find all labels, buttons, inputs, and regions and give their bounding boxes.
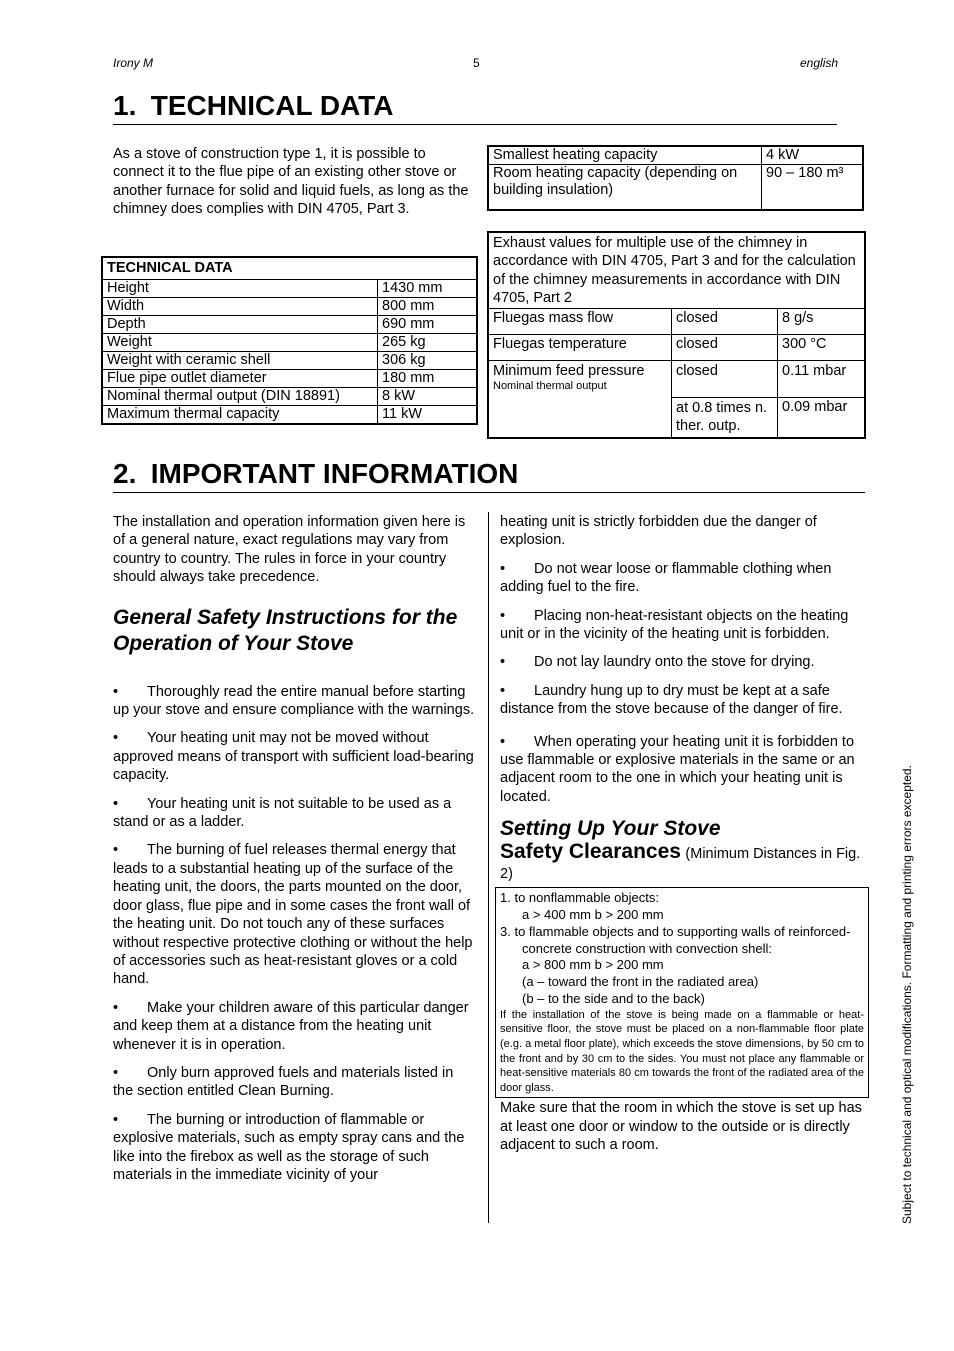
capacity-table: [487, 145, 864, 211]
clearance-heading-line: [500, 842, 866, 884]
row-value: 690 mm: [378, 316, 478, 334]
row-label: Fluegas mass flow: [488, 308, 672, 334]
row-label: Smallest heating capacity: [488, 146, 762, 165]
list-item: • Your heating unit may not be moved without approved means of transport with sufficient load-bearing capacity.: [113, 730, 474, 784]
bullet-text: When operating your heating unit it is forbidden to use flammable or explosive materials in the same or an adjacent room to the one in which your heating unit is located.: [500, 733, 855, 805]
row-value: 265 kg: [378, 334, 478, 352]
bullet-text: The burning of fuel releases thermal energy that leads to a substantial heating up of the surface of the heating unit, the doors, the parts mounted on the door, door glass, flue pipe and in some cases the front wall of the heating unit. Do not touch any of these surfaces without respective protective clothing or without the help of accessories such as heat-resistant gloves or a cold hand.: [113, 842, 473, 988]
continued-text: heating unit is strictly forbidden due the danger of explosion.: [500, 514, 817, 549]
bullet-text: Laundry hung up to dry must be kept at a safe distance from the stove because of the danger of fire.: [500, 682, 843, 718]
header-left: Irony M: [113, 56, 154, 70]
row-condition: closed: [672, 360, 778, 397]
list-item: • The burning or introduction of flammable or explosive materials, such as empty spray cans and the like into the firebox as well as the storage of such materials in the immediate vicinity of your: [113, 1111, 465, 1183]
section-1-title-text: TECHNICAL DATA: [150, 90, 394, 121]
table-row: [488, 165, 863, 211]
row-value: 300 °C: [778, 334, 866, 360]
row-label: Depth: [102, 316, 378, 334]
table-row: [488, 334, 865, 360]
clearance-item-3-values: a > 800 mm b > 200 mm: [522, 957, 664, 973]
min-feed-pressure-label: Minimum feed pressure: [493, 362, 645, 379]
clearance-note-a: (a – toward the front in the radiated area): [522, 974, 759, 990]
min-feed-pressure-sublabel: Nominal thermal output: [493, 379, 607, 392]
clearance-heading: Safety Clearances: [500, 840, 681, 864]
exhaust-values-table: [487, 231, 866, 439]
bullet-text: Thoroughly read the entire manual before starting up your stove and ensure compliance with the warnings.: [113, 683, 475, 719]
row-label: Flue pipe outlet diameter: [102, 370, 378, 388]
room-text: Make sure that the room in which the stove is set up has at least one door or window to the outside or is directly adjacent to such a room.: [500, 1100, 862, 1154]
table-row: [102, 352, 477, 370]
section-2-title-text: IMPORTANT INFORMATION: [150, 458, 519, 489]
row-label: Weight with ceramic shell: [102, 352, 378, 370]
row-condition: closed: [672, 334, 778, 360]
list-item: • When operating your heating unit it is forbidden to use flammable or explosive materials in the same or an adjacent room to the one in which your heating unit is located.: [500, 733, 855, 805]
row-label: Width: [102, 298, 378, 316]
row-condition: at 0.8 times n. ther. outp.: [672, 397, 778, 438]
row-label: Nominal thermal output (DIN 18891): [102, 388, 378, 406]
row-label: Fluegas temperature: [488, 334, 672, 360]
list-item: • Only burn approved fuels and materials listed in the section entitled Clean Burning.: [113, 1064, 454, 1100]
list-item: • Thoroughly read the entire manual before starting up your stove and ensure compliance with the warnings.: [113, 683, 475, 719]
row-value: 1430 mm: [378, 280, 478, 298]
technical-data-table: [101, 256, 478, 425]
row-label: Weight: [102, 334, 378, 352]
clearance-item-1-values: a > 400 mm b > 200 mm: [522, 907, 664, 923]
table-header-row: [488, 232, 865, 308]
section-2-number: 2.: [113, 458, 137, 489]
row-label: Maximum thermal capacity: [102, 406, 378, 425]
technical-data-header: TECHNICAL DATA: [102, 257, 477, 280]
clearance-item-1: 1. to nonflammable objects:: [500, 890, 659, 906]
bullet-text: Your heating unit may not be moved without approved means of transport with sufficient load-bearing capacity.: [113, 730, 474, 784]
row-value: 0.11 mbar: [778, 360, 866, 397]
section-1-number: 1.: [113, 90, 137, 121]
row-label: Height: [102, 280, 378, 298]
bullet-text: Only burn approved fuels and materials listed in the section entitled Clean Burning.: [113, 1064, 454, 1100]
section-1-intro: As a stove of construction type 1, it is possible to connect it to the flue pipe of an existing other stove or another furnace for solid and liquid fuels, as long as the chimney does complies with DIN 4705, Part 3.: [113, 146, 469, 218]
table-header-row: [102, 257, 477, 280]
list-item: • Make your children aware of this particular danger and keep them at a distance from the heating unit whenever it is in operation.: [113, 999, 469, 1053]
list-item: • The burning of fuel releases thermal energy that leads to a substantial heating up of the surface of the heating unit, the doors, the parts mounted on the door, door glass, flue pipe and in some cases the front wall of the heating unit. Do not touch any of these surfaces without respective protective clothing or without the help of accessories such as heat-resistant gloves or a cold hand.: [113, 842, 473, 988]
row-value: 4 kW: [762, 146, 864, 165]
table-row: [102, 316, 477, 334]
section-2-intro: The installation and operation information given here is of a general nature, exact regulations may vary from country to country. The rules in force in your country should always take precedence.: [113, 514, 466, 586]
list-item: • Laundry hung up to dry must be kept at a safe distance from the stove because of the danger of fire.: [500, 682, 843, 718]
header-right: english: [800, 56, 839, 70]
bullet-text: Make your children aware of this particular danger and keep them at a distance from the heating unit whenever it is in operation.: [113, 999, 469, 1053]
row-label: Room heating capacity (depending on building insulation): [488, 165, 762, 211]
row-condition: closed: [672, 308, 778, 334]
clearance-box: [495, 887, 869, 1098]
setup-heading: Setting Up Your Stove: [500, 817, 721, 841]
clearance-note-b: (b – to the side and to the back): [522, 991, 705, 1007]
table-row: [102, 298, 477, 316]
floor-note: If the installation of the stove is being made on a flammable or heat-sensitive floor, the stove must be placed on a non-flammable floor plate (e.g. a metal floor plate), which exceeds the stove dimensions, by 50 cm to the front and by 30 cm to the sides. You must not place any flammable or heat-sensitive materials 80 cm towards the front of the radiated area of the door glass.: [500, 1008, 864, 1094]
row-value: 8 g/s: [778, 308, 866, 334]
list-item: • Do not wear loose or flammable clothing when adding fuel to the fire.: [500, 560, 832, 596]
row-value: 11 kW: [378, 406, 478, 425]
row-label: [488, 360, 672, 438]
bullet-text: Do not lay laundry onto the stove for drying.: [534, 654, 815, 671]
row-value: 90 – 180 m³: [762, 165, 864, 211]
table-row: [102, 406, 477, 425]
table-row: [102, 280, 477, 298]
clearance-item-3: 3. to flammable objects and to supporting walls of reinforced-concrete construction with convection shell:: [500, 923, 851, 956]
table-row: [102, 370, 477, 388]
section-2-title: [113, 458, 865, 493]
table-row: [102, 334, 477, 352]
bullet-text: Placing non-heat-resistant objects on the heating unit or in the vicinity of the heating unit is forbidden.: [500, 607, 849, 643]
bullet-text: Your heating unit is not suitable to be used as a stand or as a ladder.: [113, 795, 452, 831]
right-column: [500, 513, 866, 1155]
list-item: • Do not lay laundry onto the stove for drying.: [500, 654, 815, 671]
table-row: [488, 146, 863, 165]
table-row: [488, 308, 865, 334]
bullet-text: The burning or introduction of flammable or explosive materials, such as empty spray cans and the like into the firebox as well as the storage of such materials in the immediate vicinity of your: [113, 1111, 465, 1183]
row-value: 0.09 mbar: [778, 397, 866, 438]
section-1-title: [113, 90, 837, 125]
row-value: 800 mm: [378, 298, 478, 316]
bullet-text: Do not wear loose or flammable clothing when adding fuel to the fire.: [500, 560, 832, 596]
left-column: [113, 513, 477, 1194]
safety-heading: General Safety Instructions for the Operation of Your Stove: [113, 605, 458, 655]
table-row: [488, 360, 865, 397]
list-item: • Your heating unit is not suitable to be used as a stand or as a ladder.: [113, 795, 452, 831]
page-number: 5: [473, 56, 480, 70]
row-value: 8 kW: [378, 388, 478, 406]
exhaust-header: Exhaust values for multiple use of the chimney in accordance with DIN 4705, Part 3 and for the calculation of the chimney measurements in accordance with DIN 4705, Part 2: [488, 232, 865, 308]
row-value: 306 kg: [378, 352, 478, 370]
column-divider: [488, 512, 489, 1223]
side-disclaimer: Subject to technical and optical modifications. Formatting and printing errors excepted.: [900, 765, 914, 1224]
clearance-note: (Minimum Distances in Fig. 2): [500, 846, 861, 883]
row-value: 180 mm: [378, 370, 478, 388]
table-row: [102, 388, 477, 406]
list-item: • Placing non-heat-resistant objects on the heating unit or in the vicinity of the heating unit is forbidden.: [500, 607, 849, 643]
